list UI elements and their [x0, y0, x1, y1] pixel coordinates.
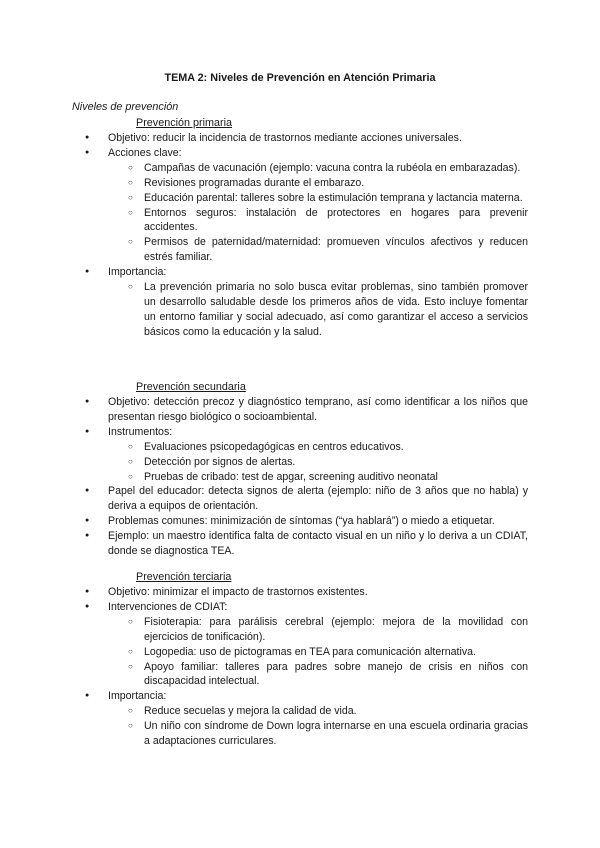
- sub-list-item: ○ Apoyo familiar: talleres para padres sobre manejo de crisis en niños con discapacidad intelectual.: [108, 660, 528, 690]
- list-item: ● Objetivo: detección precoz y diagnóstico temprano, así como identificar a los niños que presentan riesgo biológico o socioambiental.: [72, 395, 528, 425]
- section-heading: Prevención terciaria: [136, 571, 232, 583]
- sub-list-item: ○ La prevención primaria no solo busca evitar problemas, sino también promover un desarrollo saludable desde los primeros años de vida. Esto incluye fomentar un entorno familiar y social adecuado, así como garantizar el acceso a servicios básicos como la educación y la salud.: [108, 280, 528, 340]
- sub-list-item: ○ Evaluaciones psicopedagógicas en centros educativos.: [108, 440, 528, 455]
- list-item: ● Ejemplo: un maestro identifica falta de contacto visual en un niño y lo deriva a un CDIAT, donde se diagnostica TEA.: [72, 529, 528, 559]
- list-item: ● Objetivo: reducir la incidencia de trastornos mediante acciones universales.: [72, 131, 528, 146]
- bullet-list: [72, 395, 528, 559]
- list-item: [72, 425, 528, 485]
- list-item: [72, 146, 528, 265]
- sub-list-item: ○ Revisiones programadas durante el embarazo.: [108, 176, 528, 191]
- sub-list: [108, 161, 528, 265]
- list-item: [72, 265, 528, 340]
- sub-list-item: ○ Permisos de paternidad/maternidad: promueven vínculos afectivos y reducen estrés familiar.: [108, 235, 528, 265]
- sub-list: [108, 280, 528, 340]
- list-item-label: Instrumentos:: [108, 425, 173, 438]
- sub-list: [108, 615, 528, 690]
- section-heading: Prevención primaria: [136, 117, 233, 129]
- list-item-label: Importancia:: [108, 690, 167, 703]
- list-item: ● Papel del educador: detecta signos de alerta (ejemplo: niño de 3 años que no habla) y deriva a equipos de orientación.: [72, 484, 528, 514]
- document-subtitle: Niveles de prevención: [72, 101, 179, 113]
- sub-list-item: ○ Logopedia: uso de pictogramas en TEA para comunicación alternativa.: [108, 645, 528, 660]
- bullet-list: [72, 131, 528, 340]
- list-item-label: Acciones clave:: [108, 146, 182, 159]
- list-item-label: Importancia:: [108, 266, 167, 279]
- sub-list-item: ○ Entornos seguros: instalación de protectores en hogares para prevenir accidentes.: [108, 206, 528, 236]
- list-item-label: Intervenciones de CDIAT:: [108, 600, 228, 613]
- document-title: TEMA 2: Niveles de Prevención en Atención Primaria: [164, 72, 436, 84]
- section-secondary: [72, 380, 528, 559]
- sub-list-item: ○ Un niño con síndrome de Down logra internarse en una escuela ordinaria gracias a adaptaciones curriculares.: [108, 719, 528, 749]
- sub-list-item: ○ Fisioterapia: para parálisis cerebral (ejemplo: mejora de la movilidad con ejercicios de tonificación).: [108, 615, 528, 645]
- sub-list: [108, 440, 528, 485]
- section-tertiary: [72, 570, 528, 749]
- section-heading: Prevención secundaria: [136, 381, 246, 393]
- sub-list-item: ○ Pruebas de cribado: test de apgar, screening auditivo neonatal: [108, 470, 528, 485]
- section-primary: [72, 116, 528, 340]
- sub-list-item: ○ Detección por signos de alertas.: [108, 455, 528, 470]
- list-item: [72, 600, 528, 689]
- sub-list: [108, 704, 528, 749]
- sub-list-item: ○ Educación parental: talleres sobre la estimulación temprana y lactancia materna.: [108, 191, 528, 206]
- bullet-list: [72, 585, 528, 749]
- list-item: [72, 689, 528, 749]
- list-item: ● Problemas comunes: minimización de síntomas (“ya hablará”) o miedo a etiquetar.: [72, 514, 528, 529]
- list-item: ● Objetivo: minimizar el impacto de trastornos existentes.: [72, 585, 528, 600]
- sub-list-item: ○ Campañas de vacunación (ejemplo: vacuna contra la rubéola en embarazadas).: [108, 161, 528, 176]
- sub-list-item: ○ Reduce secuelas y mejora la calidad de vida.: [108, 704, 528, 719]
